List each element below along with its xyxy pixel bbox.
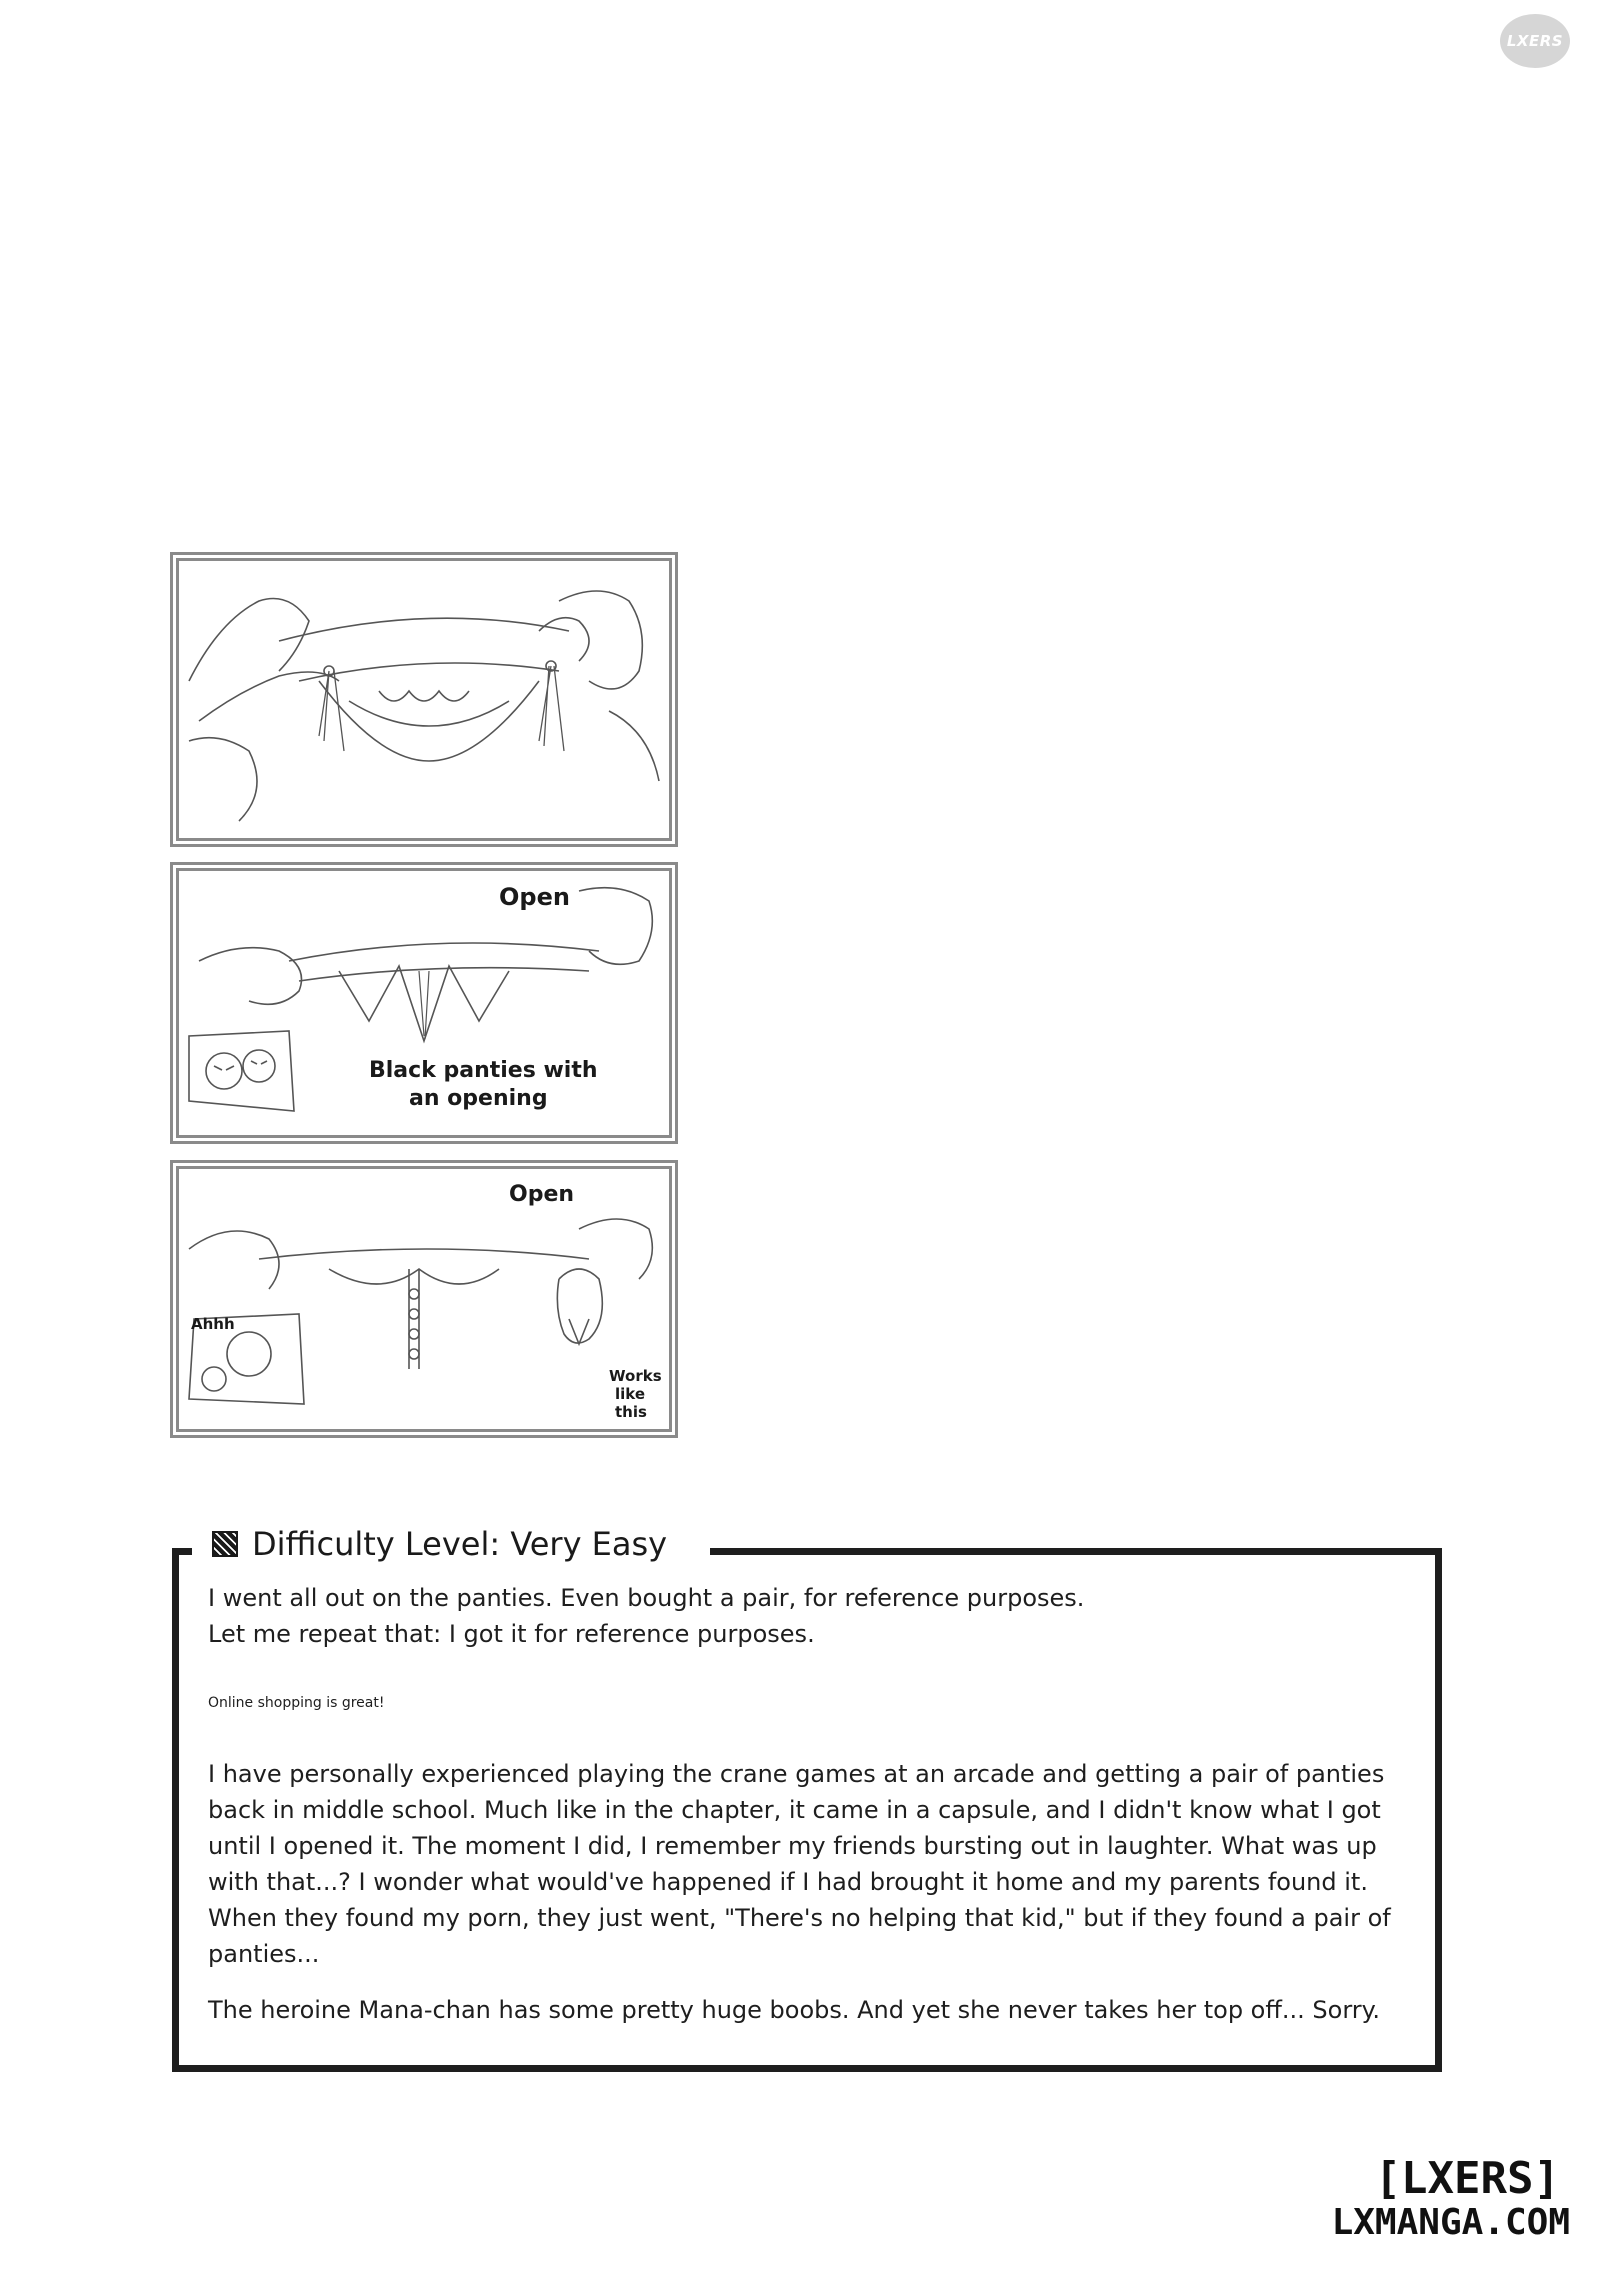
site-watermark-url: LXMANGA.COM (1331, 2202, 1570, 2243)
afterword-line-1: I went all out on the panties. Even bought a pair, for reference purposes. (208, 1584, 1085, 1612)
panel-2-caption-line-2: an opening (409, 1086, 548, 1111)
panel-3-ahhh-label: Ahhh (191, 1315, 235, 1333)
afterword-line-2: Let me repeat that: I got it for reference purposes. (208, 1620, 815, 1648)
watermark-badge (1500, 14, 1570, 68)
afterword-paragraph-1: I have personally experienced playing the crane games at an arcade and getting a pair of panties back in middle school. Much like in the chapter, it came in a capsule, and I didn't know what I got until I opened it. The moment I did, I remember my friends bursting out in laughter. What was up with that...? I wonder what would've happened if I had brought it home and my parents found it. When they found my porn, they just went, "There's no helping that kid," but if they found a pair of panties... (208, 1760, 1391, 1968)
comic-panel-2 (170, 862, 678, 1144)
comic-panel-3 (170, 1160, 678, 1438)
afterword-heading (212, 1525, 667, 1563)
panel-3-this-label: this (615, 1403, 647, 1421)
panel-3-open-label: Open (509, 1182, 575, 1207)
comic-panel-1 (170, 552, 678, 847)
panel-2-caption-line-1: Black panties with (369, 1058, 598, 1083)
site-watermark-bracket: [LXERS] (1374, 2153, 1560, 2204)
afterword-box-top-left-edge (172, 1548, 192, 1555)
afterword-paragraph-2: The heroine Mana-chan has some pretty huge boobs. And yet she never takes her top off... Sorry. (208, 1996, 1381, 2024)
panel-3-sketch (179, 1169, 669, 1429)
afterword-aside: Online shopping is great! (208, 1695, 385, 1711)
panel-3-works-label: Works (609, 1367, 662, 1385)
panel-3-like-label: like (615, 1385, 646, 1403)
hatched-square-icon (212, 1531, 238, 1557)
afterword-box-top-right-edge (710, 1548, 1442, 1555)
panel-2-open-label: Open (499, 883, 570, 911)
watermark-badge-text: LXERS (1506, 32, 1564, 50)
panel-1-sketch (179, 561, 669, 838)
afterword-heading-text: Difficulty Level: Very Easy (252, 1525, 668, 1563)
